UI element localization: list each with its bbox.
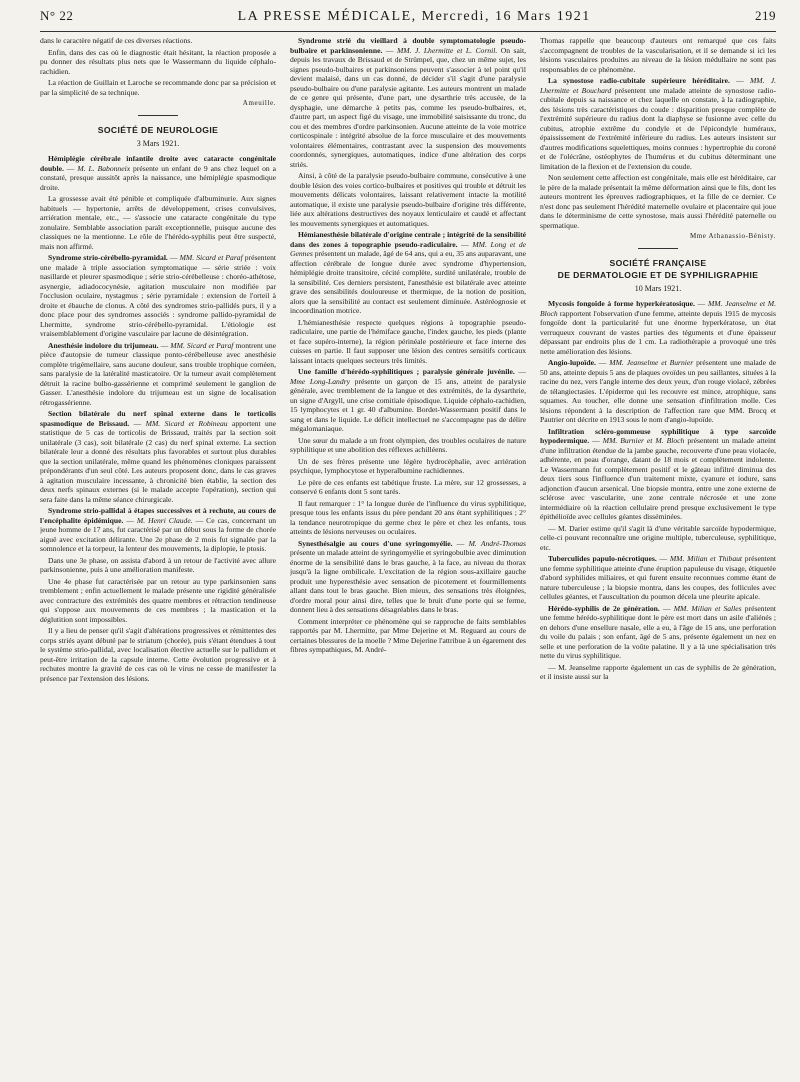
article-authors: MM. Milian et Salles <box>673 603 742 613</box>
article-title: Anesthésie indolore du trijumeau. <box>48 340 159 350</box>
article: Infiltration scléro-gommeuse syphilitique à type sarcoïde hypodermique. — MM. Burnier et M. Bloch présentent un malade atteint d'une infiltration étendue de la jambe gauche, recouverte d'une peau violacée, adhérente, en peau d'orange, datant de 18 mois et complètement indolente. Le Wassermann fut complètement positif et le gâteau infiltré diminua des deux tiers sous l'influence d'un traitement mixte, cyanure et iodure, sans adjonction d'aucun arsenical. Une biopsie montra, entre une zone externe de sclérose avec vascularite, une zone centrale nécrosée et une zone intermédiaire où la réaction cellulaire prend presque exclusivement le type épithélioïde avec cellules géantes disséminées. <box>540 426 776 521</box>
article-body: présentent une malade à triple association symptomatique — série striée : voix nasillarde et pleurer spasmodique ; série strio-cérébelleuse : choréo-athétose, asynergie, adiadococynésie, agitation musculaire non modifiée par l'occlusion oculaire, nystagmus ; série pyramidale : extension de l'orteil à droite et ébauche de clonus. A côté des syndromes strio-pallidés purs, il y a donc place pour des syndromes associés : syndrome pallido-pyramidal de Lhermitte, syndrome strio-cérébello-pyramidal. L'étiologie est vraisemblablement d'origine vasculaire par lacune de désintégration. <box>40 253 276 338</box>
session-date: 3 Mars 1921. <box>136 138 180 148</box>
paragraph: Ainsi, à côté de la paralysie pseudo-bulbaire commune, consécutive à une double lésion des voies cortico-bulbaires et positives qui trouble et détruit les mouvements délicats volontaires, laissant relativement intacte la motilité automatique, il existe une paralysie pseudo-bulbaire d'origine très différente, liée aux altérations destructives des noyaux lenticulaire et caudé et affectant les mouvements synergiques et automatiques. <box>290 171 526 228</box>
article-authors: MM. Burnier et M. Bloch <box>602 436 685 445</box>
article: Hémiplégie cérébrale infantile droite avec cataracte congénitale double. — M. L. Babonneix présente un enfant de 9 ans chez lequel on a constaté, presque aussitôt après la naissance, une hémiplégie spasmodique droite. <box>40 154 276 192</box>
article-title: Hérédo-syphilis de 2e génération. <box>548 603 660 613</box>
section-title-line: SOCIÉTÉ FRANÇAISE <box>609 257 707 268</box>
paragraph: Non seulement cette affection est congénitale, mais elle est héréditaire, car le père de la malade présentait la même déformation ainsi que le fils, dont les auteurs montrent les épreuves radiographiques, et la fille de ce dernier. Ce n'est donc pas seulement l'hérédité maternelle ovulaire et placentaire qui joue dans le déterminisme de cette synostose, mais aussi l'hérédité paternelle ou spermatique. <box>540 173 776 230</box>
session-date: 10 Mars 1921. <box>634 283 682 293</box>
journal-title: LA PRESSE MÉDICALE, Mercredi, 16 Mars 1921 <box>237 9 591 24</box>
article: Mycosis fongoïde à forme hyperkératosique. — MM. Jeanselme et M. Bloch rapportent l'observation d'une femme, atteinte depuis 1915 de mycosis fongoïde dont la particularité fut une énorme hyperkératose, un état verruqueux couvrant de vastes parties des téguments et d'une épaisseur dépassant par endroits plus de 1 cm. La radiothérapie a provoqué une très nette amélioration des lésions. <box>540 299 776 356</box>
article-title: Syndrome strio-cérébello-pyramidal. <box>48 253 168 262</box>
article: Angio-lupoïde. — MM. Jeanselme et Burnier présentent une malade de 50 ans, atteinte depuis 5 ans de plaques ovoïdes un peu saillantes, situées à la racine du nez, vers l'angle interne des deux yeux, d'un rouge violacé, zébrées de télangiectasies. L'épiderme qui les recouvre est mince, atrophique, sans squames. Au toucher, elle donne une sensation d'infiltration molle. Ces lésions répondent à la description de l'affection rare que MM. Brocq et Pautrier ont décrite en 1913 sous le nom d'angio-lupoïde. <box>540 358 776 424</box>
article-body: présentent une femme hérédo-syphilitique dont le père est mort dans un asile d'aliénés ; en dehors d'une ensellure nasale, elle a eu, à l'âge de 15 ans, une perforation du voile du palais ; son enfant, âgé de 5 ans, présente également un nez en selle et une perforation de la voûte palatine. Il y a là une spécialisation très nette du virus syphilitique. <box>540 603 776 660</box>
article: La synostose radio-cubitale supérieure héréditaire. — MM. J. Lhermitte et Bouchard présentent une malade atteinte de synostose radio-cubitale depuis sa naissance et chez laquelle on constate, à la radiographie, des lésions très caractéristiques du coude : disparition presque complète de l'extrémité supérieure du radius dont la diaphyse se fusionne avec celle du cubitus, atrophie extrême du condyle et de l'épicondyle huméraux, épaississement de l'extrémité inférieure du radius. Les auteurs insistent sur d'autres modifications squelettiques, moins connues : hypertrophie du coroné et de l'olécrâne, ostéophytes de l'humérus et du cubitus déterminant une limitation de la flexion et de l'extension du coude. <box>540 76 776 171</box>
article-authors: MM. Sicard et Paraf <box>170 340 234 350</box>
article: Une famille d'hérédo-syphilitiques ; paralysie générale juvénile. — Mme Long-Landry présente un garçon de 15 ans, atteint de paralysie générale, avec tremblement de la langue et des extrémités, de la dysarthrie, un signe d'Argyll, une crise comitiale épisodique. Liquide céphalo-rachidien, 15 lymphocytes et 1 gr. 40 d'albumine. Bordet-Wassermann positif dans le sang et dans le liquide. Le déficit intellectuel ne s'accompagne pas de délire mégalomaniaque. <box>290 367 526 433</box>
article-title: Angio-lupoïde. <box>548 358 596 367</box>
article-body: présentent un malade atteint d'une infiltration étendue de la jambe gauche, recouverte d'une peau violacée, adhérente, en peau d'orange, datant de 18 mois et complètement indolente. Le Wassermann fut complètement positif et le gâteau infiltré diminua des deux tiers sous l'influence d'un traitement mixte, cyanure et iodure, sans adjonction d'aucun arsenical. Une biopsie montra, entre une zone externe de sclérose avec vascularite, une zone centrale nécrosée et une zone intermédiaire où la réaction cellulaire prend presque exclusivement le type épithélioïde avec cellules géantes disséminées. <box>540 436 776 521</box>
paragraph: Il faut remarquer : 1° la longue durée de l'influence du virus syphilitique, presque tous les enfants issus du père pendant 20 ans étant syphilitiques ; 2° la tendance neurotropique du germe chez le père et chez les enfants, tous atteints de lésions nerveuses ou oculaires. <box>290 498 526 536</box>
article: Syndrome strio-pallidal à étapes successives et à rechute, au cours de l'encéphalite épidémique. — M. Henri Claude. — Ce cas, concernant un jeune homme de 17 ans, fut caractérisé par un début sous la forme de chorée aiguë avec excitation délirante. Une 2e phase de 2 mois fut signalée par la somnolence et la torpeur, la lenteur des mouvements, la diplopie, le ptosis. <box>40 506 276 553</box>
section-title-line: DE DERMATOLOGIE ET DE SYPHILIGRAPHIE <box>557 269 759 280</box>
paragraph: Une 4e phase fut caractérisée par un retour au type parkinsonien sans tremblement ; enfin actuellement le malade présente une rigidité généralisée avec contracture des extrémités des quatre membres et rétraction tendineuse qui s'oppose aux mouvements de ces membres ; la mastication et la déglutition sont impossibles. <box>40 576 276 624</box>
article-authors: MM. J. Lhermitte et Bouchard <box>540 76 776 95</box>
article: Anesthésie indolore du trijumeau. — MM. Sicard et Paraf montrent une pièce d'autopsie de tumeur classique ponto-cérébelleuse avec anesthésie complète trigémellaire, sans aucune douleur, sans trouble trophique cornéen, sans paralysie de la latéralité masticatoire. Or la tumeur avait complètement détruit la racine bulbo-gassérienne et comprimé seulement le ganglion de Gasser. L'anesthésie indolore du trijumeau est un signe de localisation rétrogassérienne. <box>40 340 276 407</box>
paragraph: Thomas rappelle que beaucoup d'auteurs ont remarqué que ces faits s'accompagnent de troubles de la vascularisation, et il se demande si ici les lésions vasculaires produites au niveau de la lésion médullaire ne sont pas responsables de ce phénomène. <box>540 36 776 74</box>
article-body: rapportent l'observation d'une femme, atteinte depuis 1915 de mycosis fongoïde dont la particularité fut une énorme hyperkératose, un état verruqueux couvrant de vastes parties des téguments et d'une épaisseur dépassant par endroits plus de 1 cm. La radiothérapie a provoqué une très nette amélioration des lésions. <box>540 308 776 356</box>
section-title: SOCIÉTÉ DE NEUROLOGIE <box>97 124 219 135</box>
article: Hérédo-syphilis de 2e génération. — MM. Milian et Salles présentent une femme hérédo-syphilitique dont le père est mort dans un asile d'aliénés ; en dehors d'une ensellure nasale, elle a eu, à l'âge de 15 ans, une perforation du voile du palais ; son enfant, âgé de 5 ans, présente également un nez en selle et une perforation de la voûte palatine. Il y a là une spécialisation très nette du virus syphilitique. <box>540 603 776 660</box>
article-body: présentent une femme syphilitique atteinte d'une éruption papuleuse du visage, étiquetée d'abord syphilides miliaires, et qui furent ensuite reconnues comme étant de nature tuberculeuse ; la biopsie montra, dans les coupes, des follicules avec cellules géantes, et l'auscultation du poumon décela une pleurite apicale. <box>540 554 776 601</box>
paragraph: L'hémianesthésie respecte quelques régions à topographie pseudo-radiculaire, une partie de l'hémiface gauche, l'index gauche, les pieds (plante et face supéro-interne), la région périnéale postérieure et face interne des cuisses en partie. Il faut supposer une lésion des centres sensitifs corticaux laissant intacts quelques secteurs très limités. <box>290 317 526 365</box>
article-authors: MM. Sicard et Paraf <box>179 253 243 262</box>
article-body: On sait, depuis les travaux de Brissaud et de Strümpel, que, chez un même sujet, les signes pseudo-bulbaires et parkinsoniens peuvent s'associer à tel point qu'il devient malaisé, dans un cas donné, de décider s'il s'agit d'une paralysie pseudo-bulbaire ou d'une paralysie agitante. Les auteurs montrent un malade de ce genre qui présente, d'une part, une dysarthrie très accusée, de la dysphagie, une démarche à petits pas, comme les pseudo-bulbaires, et, d'autre part, un aspect figé du visage, une immobilité saisissante du tronc, du cou et des membres d'ordre parkinsonien. Aucune atteinte de la voie motrice corticospinale : intégrité absolue de la force musculaire et des mouvements volontaires élémentaires, contrastant avec la suspension des mouvements coordonnés, synergiques, automatiques, indice d'une altération des corps striés. <box>290 45 526 169</box>
column-1 <box>40 36 276 1076</box>
paragraph: Un de ses frères présente une légère hydrocéphalie, avec arriération psychique, lymphocytose et hyperalbumine rachidiennes. <box>290 456 526 475</box>
section-divider <box>638 248 678 249</box>
article-body: apportent une statistique de 5 cas de torticolis de Brissaud, traités par la section soit unilatérale (3 cas), soit bilatérale (2 cas) du nerf spinal externe. La section bilatérale leur a donné des résultats plus favorables et surtout plus durables que la section unilatérale, même quand les phénomènes cloniques paraissent prépondérants d'un seul côté. Les auteurs proposent donc, dans le cas graves à agitation musculaire incessante, à chronicité bien établie, la section des deux nerfs spinaux externes (si le malade accepte l'opération), section qui sera faite dans la même séance chirurgicale. <box>40 418 276 504</box>
article-body: présente un enfant de 9 ans chez lequel on a constaté, presque aussitôt après la naissance, une hémiplégie spasmodique droite. <box>40 163 276 192</box>
article-title: Infiltration scléro-gommeuse syphilitique à type sarcoïde hypodermique. <box>540 426 776 445</box>
article-title: Section bilatérale du nerf spinal externe dans le torticolis spasmodique de Brissaud. <box>40 409 276 428</box>
article-body: présentent une malade de 50 ans, atteinte depuis 5 ans de plaques ovoïdes un peu saillantes, situées à la racine du nez, vers l'angle interne des deux yeux, d'un rouge violacé, zébrées de télangiectasies. L'épiderme qui les recouvre est mince, atrophique, sans squames. Au toucher, elle donne une sensation d'infiltration molle. Ces lésions répondent à la description de l'affection rare que MM. Brocq et Pautrier ont décrite en 1913 sous le nom d'angio-lupoïde. <box>540 358 776 424</box>
article-title: Hémianesthésie bilatérale d'origine centrale ; intégrité de la sensibilité dans des zones à topographie pseudo-radiculaire. <box>290 230 526 249</box>
article-body: présente un garçon de 15 ans, atteint de paralysie générale, avec tremblement de la langue et des extrémités, de la dysarthrie, un signe d'Argyll, une crise comitiale épisodique. Liquide céphalo-rachidien, 15 lymphocytes et 1 gr. 40 d'albumine. Bordet-Wassermann positif dans le sang et dans le liquide. Le déficit intellectuel ne s'accompagne pas de délire mégalomaniaque. <box>290 376 526 433</box>
signature: Mme Athanassio-Bénisty. <box>689 232 776 240</box>
article: Syndrome strié du vieillard à double symptomatologie pseudo-bulbaire et parkinsonienne. — MM. J. Lhermitte et L. Cornil. On sait, depuis les travaux de Brissaud et de Strümpel, que, chez un même sujet, les signes pseudo-bulbaires et parkinsoniens peuvent s'associer à tel point qu'il devient malaisé, dans un cas donné, de décider s'il s'agit d'une paralysie pseudo-bulbaire ou d'une paralysie agitante. Les auteurs montrent un malade de ce genre qui présente, d'une part, une dysarthrie très accusée, de la dysphagie, une démarche à petits pas, comme les pseudo-bulbaires, et, d'autre part, un aspect figé du visage, une immobilité saisissante du tronc, du cou et des membres d'ordre parkinsonien. Aucune atteinte de la voie motrice corticospinale : intégrité absolue de la force musculaire et des mouvements volontaires élémentaires, contrastant avec la suspension des mouvements coordonnés, synergiques, automatiques, indice d'une altération des corps striés. <box>290 36 526 169</box>
article-authors: M. L. Babonneix <box>77 163 131 173</box>
paragraph: Le père de ces enfants est tabétique fruste. La mère, sur 12 grossesses, a conservé 6 enfants dont 5 sont tarés. <box>290 477 526 496</box>
column-3 <box>540 36 776 1076</box>
paragraph: Il y a lieu de penser qu'il s'agit d'altérations progressives et rémittentes des corps striés ayant débuté par le striatum (chorée), puis s'étant étendues à tout le système strio-pallidal, avec localisation élective actuelle sur le pallidum et peut-être irritation de la capsule interne. Cette évolution progressive et à rechutes montre la gravité de ces cas où le virus ne cesse de manifester la présence par l'extension des lésions. <box>40 626 276 683</box>
article-body: présentent une malade atteinte de synostose radio-cubitale depuis sa naissance et chez laquelle on constate, à la radiographie, des lésions très caractéristiques du coude : disparition presque complète de l'extrémité supérieure du radius dont la diaphyse se fusionne avec celle du cubitus, atrophie extrême du condyle et de l'épicondyle huméraux, épaississement de l'extrémité inférieure du radius. Les auteurs insistent sur d'autres modifications squelettiques, moins connues : hypertrophie du coroné et de l'olécrâne, ostéophytes de l'humérus et du cubitus déterminant une limitation de la flexion et de l'extension du coude. <box>540 85 776 171</box>
paragraph: Une sœur du malade a un front olympien, des troubles oculaires de nature syphilitique et une abolition des réflexes achilléens. <box>290 435 526 454</box>
column-2 <box>290 36 526 1076</box>
section-title <box>540 257 776 281</box>
paragraph: Dans une 3e phase, on assista d'abord à un retour de l'activité avec allure parkinsonienne, puis à une amélioration manifeste. <box>40 555 276 574</box>
columns <box>40 36 776 1076</box>
article-authors: MM. J. Lhermitte et L. Cornil. <box>396 45 498 55</box>
section-divider <box>138 115 178 116</box>
article-body: présentent un malade, âgé de 64 ans, qui a eu, 35 ans auparavant, une affection cérébrale de longue durée avec syndrome d'hypertension, hémiplégie droite transitoire, cécité complète, surdité unilatérale, trouble de la sensibilité. Ces derniers persistent, l'anesthésie est bilatérale avec atteinte grave des sensibilités douloureuse et thermique, de la notion de position, alors que la sensibilité au contact est seulement diminuée. Astéréognosie et incoordination motrice. <box>290 249 526 315</box>
article-title: Mycosis fongoïde à forme hyperkératosique. <box>548 299 695 308</box>
paragraph: Enfin, dans des cas où le diagnostic était hésitant, la réaction proposée a pu donner des résultats plus nets que le Wassermann du liquide céphalo-rachidien. <box>40 47 276 76</box>
article-authors: M. Henri Claude. <box>136 515 193 525</box>
article-authors: Mme Long-Landry <box>290 376 350 386</box>
article-title: Synesthésalgie au cours d'une syringomyélie. <box>298 538 453 548</box>
paragraph: dans le caractère négatif de ces diverses réactions. <box>40 36 193 45</box>
paragraph: La réaction de Guillain et Laroche se recommande donc par sa précision et par la simplicité de sa technique. <box>40 78 276 97</box>
article-body: Ce cas, concernant un jeune homme de 17 ans, fut caractérisé par un début sous la forme de chorée aiguë avec excitation délirante. Une 2e phase de 2 mois fut signalée par la somnolence et la torpeur, la lenteur des mouvements, la diplopie, le ptosis. <box>40 515 276 553</box>
page-header <box>40 8 776 28</box>
article-authors: MM. Long et de Gennes <box>290 239 526 258</box>
article-body: présente un malade atteint de syringomyélie et syringobulbie avec diminution énorme de la sensibilité dans le bras gauche, à la face, au niveau du thorax jusqu'à la ligne ombilicale. L'excitation de la région sous-axillaire gauche produit une hyperesthésie avec sensation de picotement et fourmillements allant dans tout le bras gauche. Bien mieux, des sensations très éloignées, d'ordre moral pour ainsi dire, telles que le bruit d'une porte qui se ferme, donnent lieu à des sensations désagréables dans le bras. <box>290 548 526 614</box>
article-body: montrent une pièce d'autopsie de tumeur classique ponto-cérébelleuse avec anesthésie complète trigémellaire, sans aucune douleur, sans trouble trophique cornéen, sans paralysie de la latéralité masticatoire. Or la tumeur avait complètement détruit la racine bulbo-gassérienne et comprimé seulement le ganglion de Gasser. L'anesthésie indolore du trijumeau est un signe de localisation rétrogassérienne. <box>40 340 276 407</box>
article: Synesthésalgie au cours d'une syringomyélie. — M. André-Thomas présente un malade atteint de syringomyélie et syringobulbie avec diminution énorme de la sensibilité dans le bras gauche, à la face, au niveau du thorax jusqu'à la ligne ombilicale. L'excitation de la région sous-axillaire gauche produit une hyperesthésie avec sensation de picotement et fourmillements allant dans tout le bras gauche. Bien mieux, des sensations très éloignées, d'ordre moral pour ainsi dire, telles que le bruit d'une porte qui se ferme, donnent lieu à des sensations désagréables dans le bras. <box>290 538 526 614</box>
article-title: La synostose radio-cubitale supérieure héréditaire. <box>548 76 730 85</box>
paragraph: La grossesse avait été pénible et compliquée d'albuminurie. Aux signes habituels — hypertonie, arrêts de développement, crises convulsives, arriération mentale, etc., — s'associe une cataracte congénitale du type zonulaire. Semblable association paraît exceptionnelle, puisque aucune des classiques ne la mentionne. Le rôle de l'hérédo-syphilis peut être suspecté, mais non affirmé. <box>40 194 276 251</box>
issue-number: N° 22 <box>40 8 74 23</box>
article-authors: M. André-Thomas <box>468 538 526 548</box>
article-title: Tuberculides papulo-nécrotiques. <box>548 554 657 563</box>
signature: Ameuille. <box>242 99 276 107</box>
article: Hémianesthésie bilatérale d'origine centrale ; intégrité de la sensibilité dans des zones à topographie pseudo-radiculaire. — MM. Long et de Gennes présentent un malade, âgé de 64 ans, qui a eu, 35 ans auparavant, une affection cérébrale de longue durée avec syndrome d'hypertension, hémiplégie droite transitoire, cécité complète, surdité unilatérale, trouble de la sensibilité. Ces derniers persistent, l'anesthésie est bilatérale avec atteinte grave des sensibilités douloureuse et thermique, de la notion de position, alors que la sensibilité au contact est seulement diminuée. Astéréognosie et incoordination motrice. <box>290 230 526 315</box>
article-authors: MM. Milian et Thibaut <box>669 554 743 563</box>
paragraph: — M. Darier estime qu'il s'agit là d'une véritable sarcoïde hypodermique, celle-ci pouvant reconnaître une origine multiple, tuberculeuse, syphilitique, etc. <box>540 523 776 552</box>
article-title: Hémiplégie cérébrale infantile droite avec cataracte congénitale double. <box>40 154 276 173</box>
header-rule <box>40 31 776 32</box>
article-title: Syndrome strié du vieillard à double symptomatologie pseudo-bulbaire et parkinsonienne. <box>290 36 526 55</box>
article: Tuberculides papulo-nécrotiques. — MM. Milian et Thibaut présentent une femme syphilitique atteinte d'une éruption papuleuse du visage, étiquetée d'abord syphilides miliaires, et qui furent ensuite reconnues comme étant de nature tuberculeuse ; la biopsie montra, dans les coupes, des follicules avec cellules géantes, et l'auscultation du poumon décela une pleurite apicale. <box>540 554 776 601</box>
article: Section bilatérale du nerf spinal externe dans le torticolis spasmodique de Brissaud. — MM. Sicard et Robineau apportent une statistique de 5 cas de torticolis de Brissaud, traités par la section soit unilatérale (3 cas), soit bilatérale (2 cas) du nerf spinal externe. La section bilatérale leur a donné des résultats plus favorables et surtout plus durables que la section unilatérale, même quand les phénomènes cloniques paraissent prépondérants d'un seul côté. Les auteurs proposent donc, dans le cas graves à agitation musculaire incessante, à chronicité bien établie, la section des deux nerfs spinaux externes (si le malade accepte l'opération), section qui sera faite dans la même séance chirurgicale. <box>40 409 276 504</box>
article-title: Une famille d'hérédo-syphilitiques ; paralysie générale juvénile. <box>298 367 515 376</box>
article-authors: MM. Jeanselme et M. Bloch <box>540 299 776 318</box>
page-number: 219 <box>755 8 776 23</box>
article-authors: MM. Sicard et Robineau <box>145 418 228 428</box>
paragraph: Comment interpréter ce phénomène qui se rapproche de faits semblables rapportés par M. Lhermitte, par Mme Dejerine et M. Reguard au cours de certaines blessures de la moelle ? Mme Dejerine l'attribue à un égarement des fibres sympathiques, M. André- <box>290 616 526 654</box>
article-authors: MM. Jeanselme et Burnier <box>609 358 694 367</box>
article-title: Syndrome strio-pallidal à étapes successives et à rechute, au cours de l'encéphalite épidémique. <box>40 506 276 525</box>
paragraph: — M. Jeanselme rapporte également un cas de syphilis de 2e génération, et il insiste aussi sur la <box>540 662 776 681</box>
article: Syndrome strio-cérébello-pyramidal. — MM. Sicard et Paraf présentent une malade à triple association symptomatique — série striée : voix nasillarde et pleurer spasmodique ; série strio-cérébelleuse : choréo-athétose, asynergie, adiadococynésie, agitation musculaire non modifiée par l'occlusion oculaire, nystagmus ; série pyramidale : extension de l'orteil à droite et ébauche de clonus. A côté des syndromes strio-pallidés purs, il y a donc place pour des syndromes associés : syndrome pallido-pyramidal de Lhermitte, syndrome strio-cérébello-pyramidal. L'étiologie est vraisemblablement d'origine vasculaire par lacune de désintégration. <box>40 253 276 338</box>
